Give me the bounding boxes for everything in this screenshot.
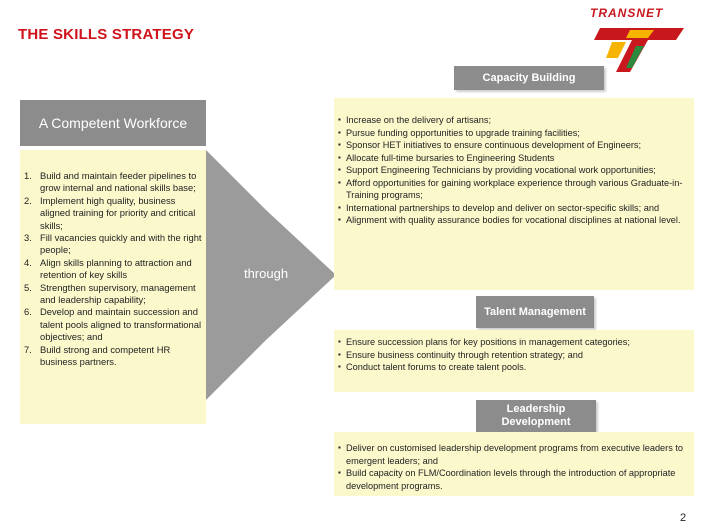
list-item: ▪ International partnerships to develop and deliver on sector-specific skills; and (338, 202, 688, 215)
list-item: 7. Build strong and competent HR business partners. (24, 343, 171, 368)
list-item: ▪ Ensure business continuity through retention strategy; and (338, 349, 688, 362)
list-item: ▪ Support Engineering Technicians by providing vocational work opportunities; (338, 164, 688, 177)
through-label: through (243, 266, 289, 281)
slide-title: THE SKILLS STRATEGY (18, 26, 195, 43)
list-item: ▪ Allocate full-time bursaries to Engineering Students (338, 152, 688, 165)
logo-wordmark: TRANSNET (590, 6, 664, 20)
capacity-building-tag: Capacity Building (454, 66, 604, 90)
page-number: 2 (680, 512, 687, 524)
talent-management-tag: Talent Management (476, 296, 594, 328)
workforce-list (24, 170, 206, 369)
list-item: ▪ Sponsor HET initiatives to ensure continuous development of Engineers; (338, 139, 688, 152)
list-item: ▪ Conduct talent forums to create talent pools. (338, 361, 688, 374)
capacity-building-list (338, 114, 688, 227)
list-item: ▪ Deliver on customised leadership development programs from executive leaders to emergent leaders; and (338, 442, 688, 467)
talent-management-list (338, 336, 688, 374)
leadership-development-list (338, 442, 688, 492)
list-item: ▪ Increase on the delivery of artisans; (338, 114, 688, 127)
list-item: ▪ Afford opportunities for gaining workplace experience through various Graduate-in-Training programs; (338, 177, 688, 202)
leadership-development-tag: Leadership Development (476, 400, 596, 432)
list-item: 4. Align skills planning to attraction and retention of key skills (24, 256, 192, 281)
list-item: ▪ Ensure succession plans for key positions in management categories; (338, 336, 688, 349)
workforce-heading: A Competent Workforce (20, 100, 206, 146)
list-item: 1. Build and maintain feeder pipelines to grow internal and national skills base; (24, 170, 197, 194)
list-item: 6. Develop and maintain succession and talent pools aligned to transformational objectives; and (24, 306, 202, 343)
list-item: 3. Fill vacancies quickly and with the right people; (24, 232, 202, 256)
list-item: 2. Implement high quality, business aligned training for priority and critical skills; (24, 194, 196, 231)
list-item: 5. Strengthen supervisory, management and leadership capability; (24, 281, 196, 306)
logo-emblem-icon (592, 18, 692, 74)
list-item: ▪ Alignment with quality assurance bodies for vocational disciplines at national level. (338, 214, 688, 227)
list-item: ▪ Build capacity on FLM/Coordination levels through the introduction of appropriate development programs. (338, 467, 688, 492)
list-item: ▪ Pursue funding opportunities to upgrade training facilities; (338, 127, 688, 140)
